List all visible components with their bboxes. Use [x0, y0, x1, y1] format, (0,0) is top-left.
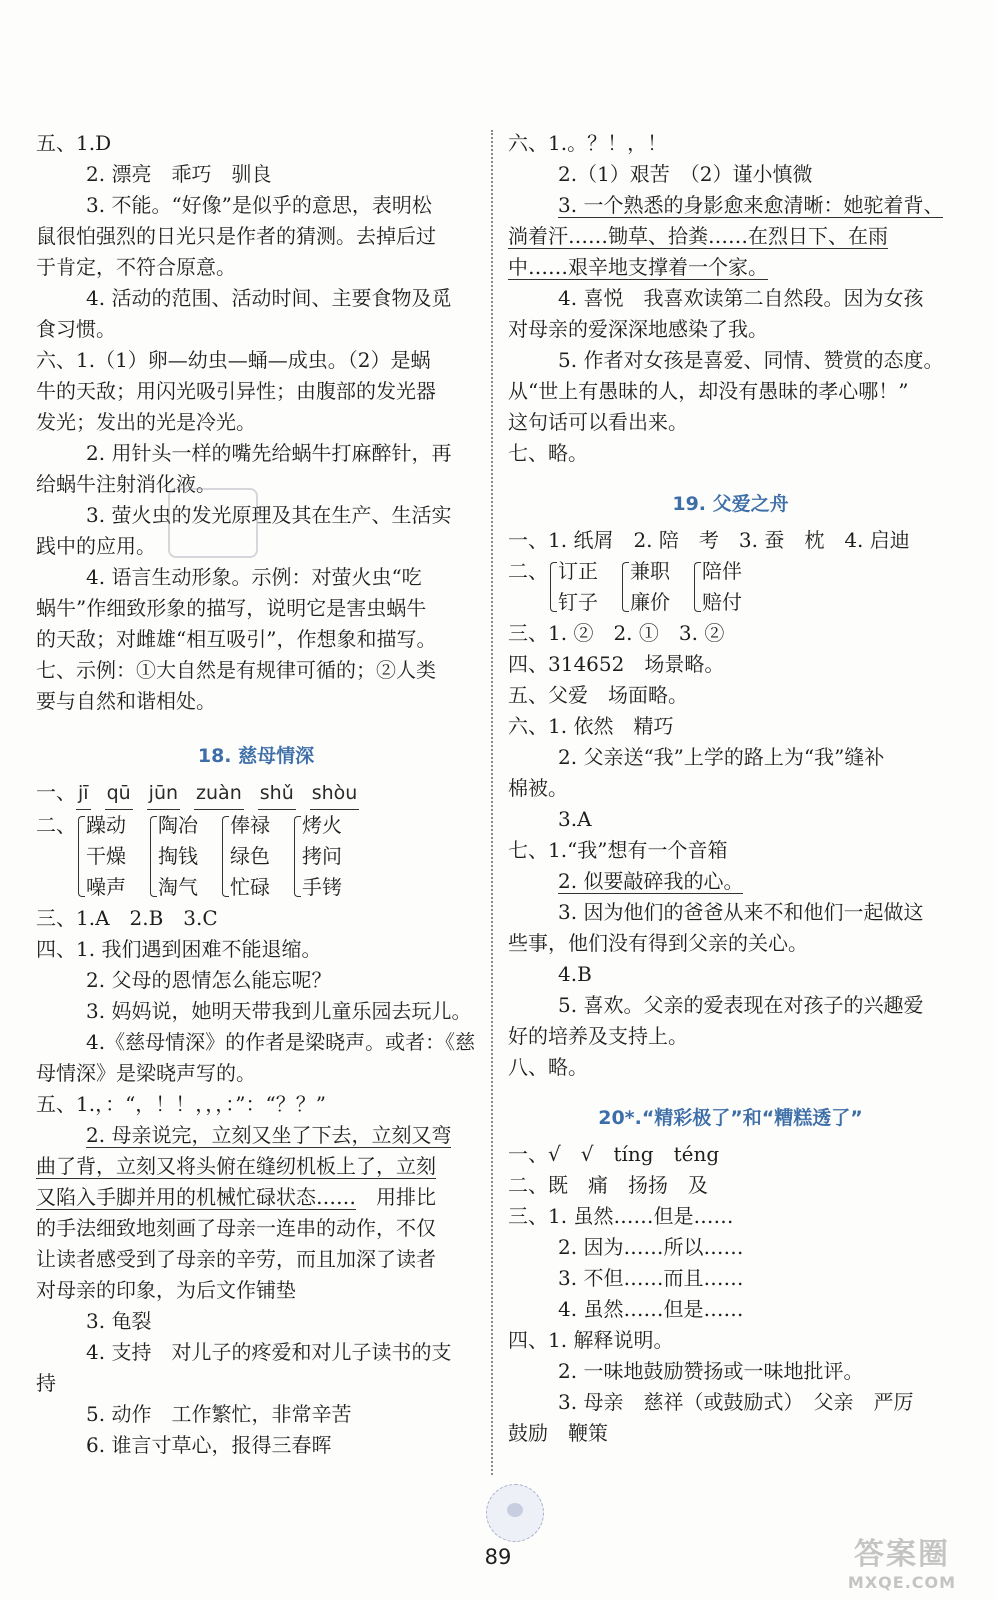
answer-line: 5. 喜欢。父亲的爱表现在对孩子的兴趣爱 [558, 993, 924, 1017]
answer-line: 2. 一味地鼓励赞扬或一味地批评。 [558, 1359, 864, 1383]
answer-line: 六、1.。？！，！ [508, 131, 668, 155]
word: 躁动 [86, 813, 126, 837]
pinyin-answer: shòu [310, 778, 360, 810]
answer-line: 六、1. 依然 精巧 [508, 714, 674, 738]
answer-line: 四、314652 场景略。 [508, 652, 725, 676]
answer-line: 四、1. 解释说明。 [508, 1328, 674, 1352]
answer-line: 的手法细致地刻画了母亲一连串的动作，不仅 [36, 1216, 436, 1240]
answer-line: 从“世上有愚昧的人，却没有愚昧的孝心哪！” [508, 379, 909, 403]
answer-line: 对母亲的爱深深地感染了我。 [508, 317, 768, 341]
watermark-logo-text: 答案圈 [854, 1537, 950, 1572]
word-group [76, 810, 126, 903]
answer-line: 好的培养及支持上。 [508, 1024, 688, 1048]
word-groups-label: 二、 [508, 559, 548, 583]
answer-line [508, 252, 953, 283]
pinyin-label: 一、 [36, 780, 76, 804]
answer-line: 3. 龟裂 [86, 1309, 152, 1333]
lesson-heading-20: 20*.“精彩极了”和“糟糕透了” [598, 1107, 863, 1129]
answer-line: 3. 不但……而且…… [558, 1266, 744, 1290]
answer-line: 七、略。 [508, 441, 588, 465]
answer-line [508, 866, 953, 897]
answer-line: 发光；发出的光是冷光。 [36, 410, 256, 434]
answer-line: 蜗牛”作细致形象的描写，说明它是害虫蜗牛 [36, 596, 427, 620]
pinyin-answer: zuàn [194, 778, 244, 810]
underlined-text: 中……艰辛地支撑着一个家。 [508, 255, 768, 279]
answer-line: 五、1.，：“，！！，，，：”：“？？” [36, 1092, 326, 1116]
word: 手铐 [302, 875, 342, 899]
answer-line: 要与自然和谐相处。 [36, 689, 216, 713]
answer-line: 一、1. 纸屑 2. 陪 考 3. 蚕 枕 4. 启迪 [508, 528, 910, 552]
word: 陶冶 [158, 813, 198, 837]
word-group [292, 810, 342, 903]
answer-line: 鼠很怕强烈的日光只是作者的猜测。去掉后过 [36, 224, 436, 248]
underlined-text: 又陷入手脚并用的机械忙碌状态…… [36, 1185, 356, 1209]
word: 兼职 [630, 559, 670, 583]
word: 绿色 [230, 844, 270, 868]
answer-line: 三、1.A 2.B 3.C [36, 906, 218, 930]
pinyin-answer: qū [105, 778, 133, 810]
word: 钉子 [558, 590, 598, 614]
answer-line: 对母亲的印象，为后文作铺垫 [36, 1278, 296, 1302]
answer-line: 这句话可以看出来。 [508, 410, 688, 434]
word: 拷问 [302, 844, 342, 868]
answer-line [36, 1182, 476, 1213]
answer-line: 4. 喜悦 我喜欢读第二自然段。因为女孩 [558, 286, 924, 310]
answer-line: 持 [36, 1371, 56, 1395]
lesson-heading-18: 18. 慈母情深 [197, 745, 315, 767]
faint-stamp [168, 488, 258, 558]
site-watermark [822, 1529, 982, 1592]
answer-line: 食习惯。 [36, 317, 116, 341]
word: 赔付 [702, 590, 742, 614]
underlined-text: 曲了背，立刻又将头俯在缝纫机板上了，立刻 [36, 1154, 436, 1178]
answer-line: 六、1.（1）卵—幼虫—蛹—成虫。（2）是蜗 [36, 348, 431, 372]
word: 俸禄 [230, 813, 270, 837]
answer-line: 3. 妈妈说，她明天带我到儿童乐园去玩儿。 [86, 999, 472, 1023]
answer-line: 4.B [558, 962, 592, 986]
word-group [220, 810, 270, 903]
pinyin-answer: jī [76, 778, 91, 810]
watermark-url: MXQE.COM [847, 1573, 957, 1592]
answer-line: 5. 作者对女孩是喜爱、同情、赞赏的态度。 [558, 348, 944, 372]
answer-line: 2. 漂亮 乖巧 驯良 [86, 162, 272, 186]
pinyin-answer: shǔ [258, 778, 296, 810]
answer-line: 6. 谁言寸草心，报得三春晖 [86, 1433, 332, 1457]
answer-line [508, 221, 953, 252]
answer-line: 5. 动作 工作繁忙，非常辛苦 [86, 1402, 352, 1426]
word: 噪声 [86, 875, 126, 899]
answer-line: 2. 父母的恩情怎么能忘呢？ [86, 968, 332, 992]
answer-line: 3. 萤火虫的发光原理及其在生产、生活实 [86, 503, 452, 527]
answer-line: 2. 因为……所以…… [558, 1235, 744, 1259]
answer-line: 4. 支持 对儿子的疼爱和对儿子读书的支 [86, 1340, 452, 1364]
word: 陪伴 [702, 559, 742, 583]
answer-line: 给蜗牛注射消化液。 [36, 472, 216, 496]
page-number: 89 [484, 1545, 512, 1569]
lesson-heading-19: 19. 父爱之舟 [672, 493, 789, 515]
word-group [692, 556, 742, 618]
word-group [148, 810, 198, 903]
answer-line: 4. 语言生动形象。示例：对萤火虫“吃 [86, 565, 422, 589]
word-groups-label: 二、 [36, 813, 76, 837]
answer-line: 七、示例：①大自然是有规律可循的；②人类 [36, 658, 436, 682]
answer-line: 一、√ √ tíng téng [508, 1142, 720, 1166]
answer-line: 三、1. 虽然……但是…… [508, 1204, 734, 1228]
underlined-text: 3. 一个熟悉的身影愈来愈清晰：她驼着背、 [558, 193, 944, 217]
answer-line: 三、1. ② 2. ① 3. ② [508, 621, 725, 645]
answer-line: 3. 母亲 慈祥（或鼓励式） 父亲 严厉 [558, 1390, 914, 1414]
answer-line: 五、1.D [36, 131, 112, 155]
answer-line [36, 1151, 476, 1182]
answer-line: 的天敌；对雌雄“相互吸引”，作想象和描写。 [36, 627, 437, 651]
answer-line: 3. 因为他们的爸爸从来不和他们一起做这 [558, 900, 924, 924]
answer-line: 二、既 痛 扬扬 及 [508, 1173, 708, 1197]
word: 淘气 [158, 875, 198, 899]
answer-line: 鼓励 鞭策 [508, 1421, 608, 1445]
answer-line: 棉被。 [508, 776, 568, 800]
answer-line: 四、1. 我们遇到困难不能退缩。 [36, 937, 322, 961]
word-group [548, 556, 598, 618]
column-divider [491, 130, 493, 1475]
answer-line: 八、略。 [508, 1055, 588, 1079]
answer-line: 4. 活动的范围、活动时间、主要食物及觅 [86, 286, 452, 310]
word: 订正 [558, 559, 598, 583]
word: 忙碌 [230, 875, 270, 899]
answer-line [508, 190, 953, 221]
mascot-icon [486, 1484, 544, 1542]
right-column [508, 128, 953, 1449]
word-groups [508, 556, 953, 618]
word: 干燥 [86, 844, 126, 868]
pinyin-row [36, 777, 476, 810]
left-column [36, 128, 476, 1461]
underlined-text: 2. 母亲说完，立刻又坐了下去，立刻又弯 [86, 1123, 452, 1147]
answer-text: 用排比 [356, 1185, 436, 1209]
answer-line: 牛的天敌；用闪光吸引异性；由腹部的发光器 [36, 379, 436, 403]
word-group [620, 556, 670, 618]
answer-line: 让读者感受到了母亲的辛劳，而且加深了读者 [36, 1247, 436, 1271]
answer-line: 2. 父亲送“我”上学的路上为“我”缝补 [558, 745, 885, 769]
answer-line: 于肯定，不符合原意。 [36, 255, 236, 279]
answer-line: 践中的应用。 [36, 534, 156, 558]
word: 掏钱 [158, 844, 198, 868]
answer-line: 2. 用针头一样的嘴先给蜗牛打麻醉针，再 [86, 441, 452, 465]
underlined-text: 淌着汗……锄草、拾粪……在烈日下、在雨 [508, 224, 888, 248]
answer-line [36, 1120, 476, 1151]
answer-line: 些事，他们没有得到父亲的关心。 [508, 931, 808, 955]
answer-line: 2.（1）艰苦 （2）谨小慎微 [558, 162, 813, 186]
word: 烤火 [302, 813, 342, 837]
word-groups [36, 810, 476, 903]
answer-line: 五、父爱 场面略。 [508, 683, 688, 707]
answer-line: 母情深》是梁晓声写的。 [36, 1061, 256, 1085]
answer-line: 3.A [558, 807, 592, 831]
answer-line: 七、1.“我”想有一个音箱 [508, 838, 728, 862]
answer-line: 4.《慈母情深》的作者是梁晓声。或者：《慈 [86, 1030, 476, 1054]
word: 廉价 [630, 590, 670, 614]
answer-line: 3. 不能。“好像”是似乎的意思，表明松 [86, 193, 432, 217]
pinyin-answer: jūn [147, 778, 180, 810]
answer-line: 4. 虽然……但是…… [558, 1297, 744, 1321]
underlined-text: 2. 似要敲碎我的心。 [558, 869, 744, 893]
